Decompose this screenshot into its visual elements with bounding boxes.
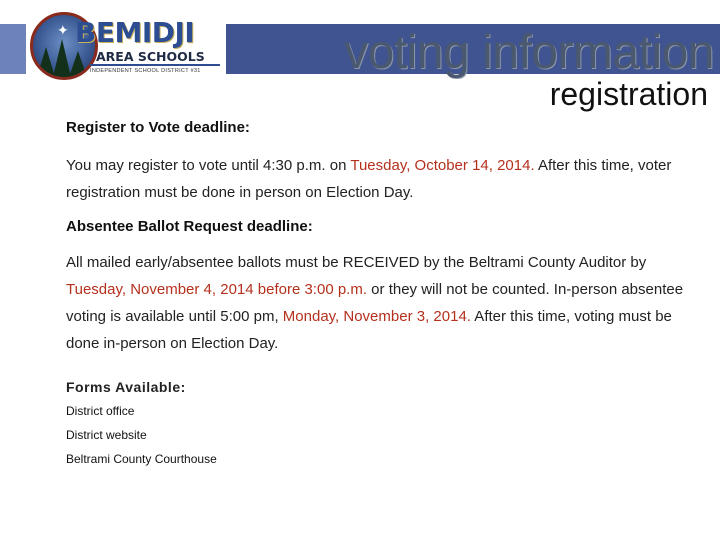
absentee-inperson-date: Monday, November 3, 2014. (282, 308, 471, 325)
forms-item: District office (66, 404, 135, 418)
register-text-part: After this time, voter registration must be done in person on Election Day. (66, 157, 672, 201)
main-content (66, 118, 706, 471)
forms-item: District website (66, 428, 147, 442)
absentee-text-part: or they will not be counted. In-person absentee voting is available until 5:00 pm, (66, 281, 684, 325)
logo-tagline: INDEPENDENT SCHOOL DISTRICT #31 (90, 68, 201, 74)
absentee-text (66, 249, 706, 357)
logo-name: BEMIDJI (75, 16, 195, 49)
logo-divider (90, 64, 220, 66)
star-icon: ✦ (57, 22, 69, 38)
absentee-heading: Absentee Ballot Request deadline: (66, 218, 313, 235)
register-text-part: You may register to vote until 4:30 p.m. on (66, 157, 351, 174)
page-title: voting information (344, 26, 714, 79)
absentee-deadline: Tuesday, November 4, 2014 before 3:00 p.m. (66, 281, 368, 298)
register-text (66, 152, 706, 206)
forms-heading: Forms Available: (66, 379, 186, 395)
register-heading: Register to Vote deadline: (66, 119, 250, 136)
pine-tree-icon (69, 51, 87, 77)
absentee-text-part: All mailed early/absentee ballots must be RECEIVED by the Beltrami County Auditor by (66, 254, 647, 271)
logo-subtitle: AREA SCHOOLS (96, 49, 205, 64)
register-deadline-date: Tuesday, October 14, 2014. (350, 157, 535, 174)
page-subtitle: registration (549, 76, 708, 112)
forms-item: Beltrami County Courthouse (66, 452, 217, 466)
absentee-text-part: After this time, voting must be done in-person on Election Day. (66, 308, 672, 352)
